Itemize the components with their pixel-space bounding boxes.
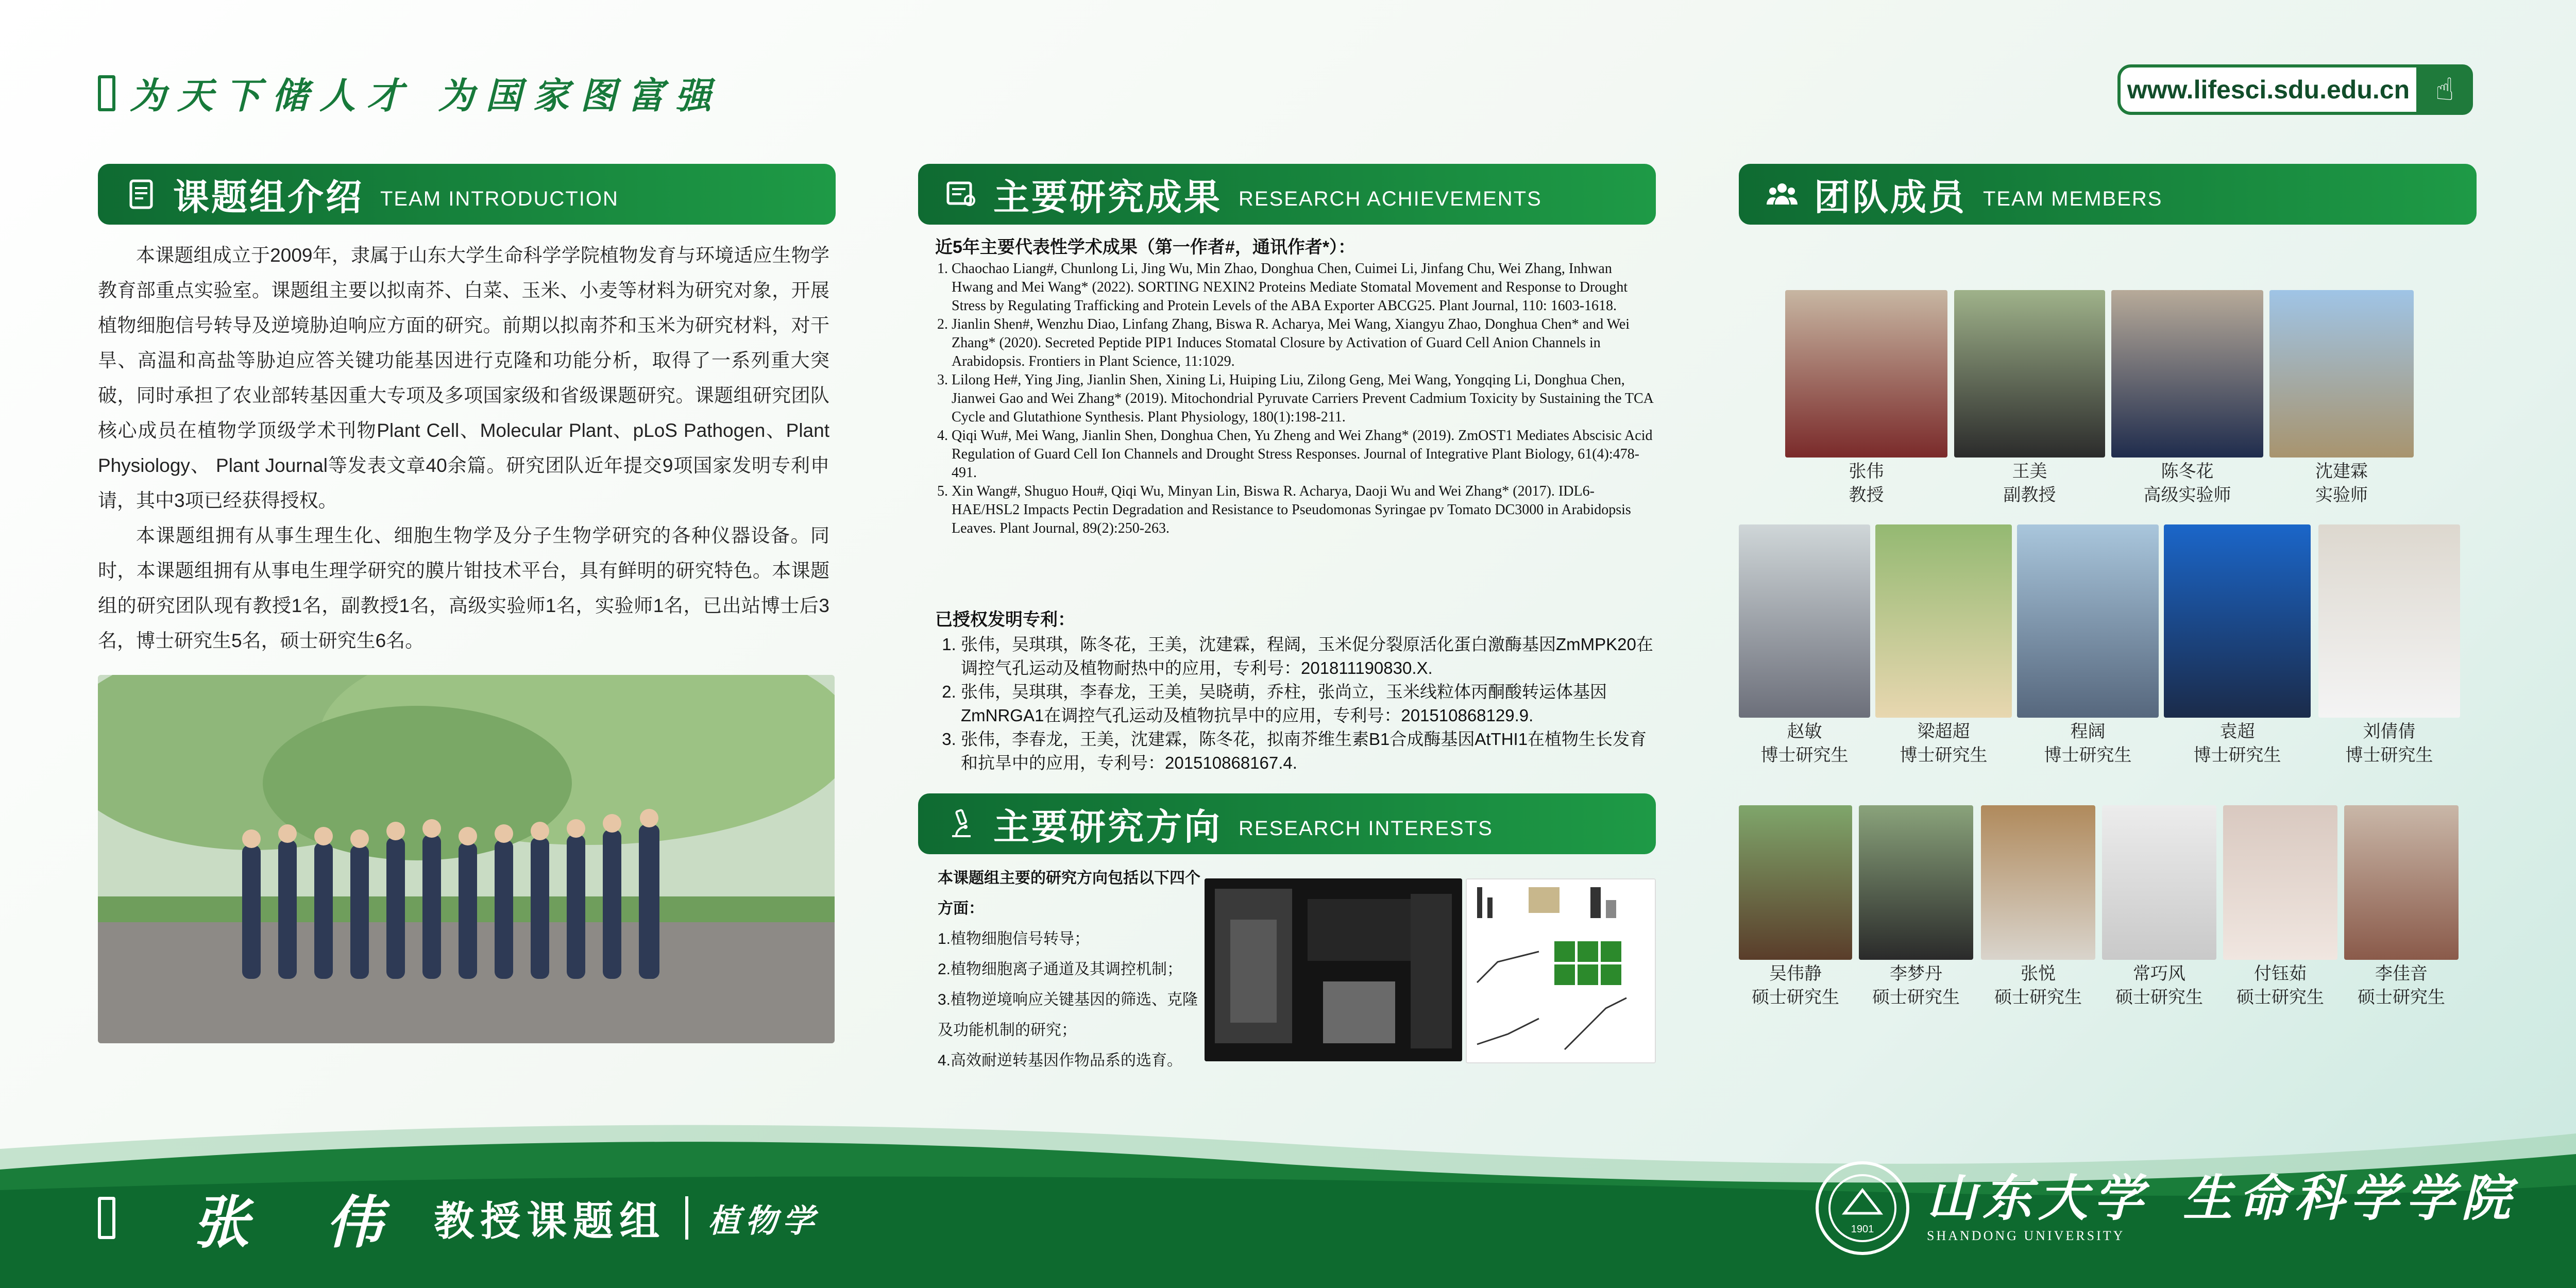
- achievements-section-header: [918, 164, 1656, 225]
- certificate-icon: [945, 178, 978, 211]
- member-name: 吴伟静: [1769, 964, 1822, 984]
- member-role: 博士研究生: [1900, 745, 1988, 765]
- member-name: 程阔: [2070, 722, 2106, 741]
- members-section-header: [1739, 164, 2477, 225]
- interest-item: 3.植物逆境响应关键基因的筛选、克隆及功能机制的研究；: [938, 991, 1198, 1039]
- intro-title-en: TEAM INTRODUCTION: [380, 187, 619, 210]
- member-role: 高级实验师: [2143, 485, 2231, 505]
- member-photo: [1739, 805, 1852, 960]
- member-card: [2102, 805, 2216, 1009]
- member-card: [1875, 524, 2012, 767]
- microscope-icon: [945, 807, 978, 840]
- interests-list: [938, 863, 1206, 1076]
- achievements-title-en: RESEARCH ACHIEVEMENTS: [1239, 187, 1542, 210]
- college-name-zh: 生命科学学院: [2183, 1169, 2517, 1227]
- member-photo: [2017, 524, 2159, 718]
- interest-item: 4.高效耐逆转基因作物品系的选育。: [938, 1052, 1183, 1069]
- department-label: 植物学: [708, 1201, 820, 1240]
- footer-mark-icon: [98, 1197, 115, 1239]
- intro-text: [98, 238, 829, 658]
- member-name: 张悦: [2021, 964, 2056, 984]
- member-name: 赵敏: [1787, 722, 1822, 741]
- pointer-hand-icon: ☝: [2416, 64, 2473, 115]
- patent-item: 3. 张伟，李春龙，王美，沈建霖，陈冬花，拟南芥维生素B1合成酶基因AtTHI1在植物生长发育和抗旱中的应用，专利号：201510868167.4.: [961, 727, 1656, 775]
- member-role: 硕士研究生: [2115, 988, 2203, 1007]
- member-role: 博士研究生: [2193, 745, 2281, 765]
- patents-block: [935, 608, 1656, 775]
- member-role: 博士研究生: [2044, 745, 2132, 765]
- intro-title: 课题组介绍: [173, 177, 364, 217]
- member-name: 梁超超: [1917, 722, 1970, 741]
- slogan-mark-icon: [98, 75, 115, 111]
- publication-item: 3. Lilong He#, Ying Jing, Jianlin Shen, Xining Li, Huiping Liu, Zilong Geng, Mei Wang, Yongqing Li, Donghua Chen, Jianwei Gao and Wei Zhang* (2019). Mitochondrial Pyruvate Carriers Prevent Cadmium Toxicity by Sustaining the TCA Cycle and Glutathione Synthesis. Plant Physiology, 180(1):198-211.: [952, 371, 1656, 427]
- member-name: 陈冬花: [2161, 462, 2214, 481]
- university-name-zh: 山东大学: [1927, 1169, 2149, 1227]
- interests-title: 主要研究方向: [993, 806, 1222, 847]
- website-url[interactable]: www.lifesci.sdu.edu.cn: [2127, 75, 2410, 104]
- member-name: 沈建霖: [2315, 462, 2368, 481]
- intro-paragraph-1: 本课题组成立于2009年，隶属于山东大学生命科学学院植物发育与环境适应生物学教育部重点实验室。课题组主要以拟南芥、白菜、玉米、小麦等材料为研究对象，开展植物细胞信号转导及逆境胁迫响应方面的研究。前期以拟南芥和玉米为研究材料，对干旱、高温和高盐等胁迫应答关键功能基因进行克隆和功能分析，取得了一系列重大突破，同时承担了农业部转基因重大专项及多项国家级和省级课题研究。课题组研究团队核心成员在植物学顶级学术刊物Plant Cell、Molecular Plant、pLoS Pathogen、Plant Physiology、 Plant Journal等发表文章40余篇。研究团队近年提交9项国家发明专利申请，其中3项已经获得授权。: [98, 245, 829, 511]
- team-group-photo: [98, 675, 835, 1043]
- university-logo-block: [1814, 1159, 2517, 1257]
- member-role: 实验师: [2315, 485, 2368, 505]
- group-label: 教授课题组: [434, 1198, 666, 1244]
- member-card: [2017, 524, 2159, 767]
- members-title: 团队成员: [1814, 177, 1967, 217]
- member-photo: [1954, 290, 2105, 457]
- member-photo: [2344, 805, 2459, 960]
- publication-item: 5. Xin Wang#, Shuguo Hou#, Qiqi Wu, Minyan Lin, Biswa R. Acharya, Daoji Wu and Wei Zhang* (2017). IDL6-HAE/HSL2 Impacts Pectin Degradation and Resistance to Pseudomonas Syringae pv Tomato DC3000 in Arabidopsis Leaves. Plant Journal, 89(2):250-263.: [952, 482, 1656, 538]
- member-photo: [2164, 524, 2311, 718]
- member-card: [1954, 290, 2105, 507]
- publication-item: 2. Jianlin Shen#, Wenzhu Diao, Linfang Zhang, Biswa R. Acharya, Mei Wang, Xiangyu Zhao, Donghua Chen* and Wei Zhang* (2020). Secreted Peptide PIP1 Induces Stomatal Closure by Activation of Guard Cell Anion Channels in Arabidopsis. Frontiers in Plant Science, 11:1029.: [952, 315, 1656, 371]
- publication-item: 1. Chaochao Liang#, Chunlong Li, Jing Wu, Min Zhao, Donghua Chen, Cuimei Li, Jinfang Chu, Wei Zhang, Inhwan Hwang and Mei Wang* (2022). SORTING NEXIN2 Proteins Mediate Stomatal Movement and Response to Drought Stress by Regulating Trafficking and Protein Levels of the ABA Exporter ABCG25. Plant Journal, 110: 1603-1618.: [952, 260, 1656, 315]
- member-name: 张伟: [1849, 462, 1884, 481]
- member-name: 李梦丹: [1890, 964, 1942, 984]
- member-name: 王美: [2012, 462, 2047, 481]
- member-role: 硕士研究生: [1994, 988, 2082, 1007]
- member-card: [1785, 290, 1947, 507]
- header-slogan: [98, 67, 722, 119]
- slogan-text: 为天下储人才 为国家图富强: [130, 74, 723, 117]
- member-role: 硕士研究生: [2236, 988, 2324, 1007]
- member-photo: [2318, 524, 2460, 718]
- footer-group-name: [98, 1177, 819, 1259]
- member-role: 硕士研究生: [1752, 988, 1839, 1007]
- team-people-icon: [1766, 178, 1799, 211]
- interests-intro: 本课题组主要的研究方向包括以下四个方面：: [938, 870, 1200, 917]
- member-role: 硕士研究生: [2358, 988, 2445, 1007]
- member-photo: [1785, 290, 1947, 457]
- patent-item: 2. 张伟，吴琪琪，李春龙，王美，吴晓萌，乔柱，张尚立，玉米线粒体丙酮酸转运体基因ZmNRGA1在调控气孔运动及植物抗旱中的应用，专利号：201510868129.9.: [961, 680, 1656, 727]
- member-card: [2318, 524, 2460, 767]
- member-photo: [1981, 805, 2095, 960]
- pi-name: 张 伟: [193, 1189, 411, 1256]
- member-photo: [2102, 805, 2216, 960]
- member-photo: [1739, 524, 1870, 718]
- member-card: [2269, 290, 2414, 507]
- university-name-en: SHANDONG UNIVERSITY: [1927, 1228, 2125, 1243]
- publications-list: [935, 260, 1656, 538]
- group-photo-image: [98, 675, 835, 1043]
- member-name: 常巧风: [2133, 964, 2185, 984]
- member-card: [2223, 805, 2337, 1009]
- research-figure: [1466, 878, 1656, 1063]
- member-role: 副教授: [2003, 485, 2056, 505]
- member-photo: [2111, 290, 2263, 457]
- member-name: 袁超: [2219, 722, 2255, 741]
- document-icon: [125, 178, 158, 211]
- member-name: 刘倩倩: [2363, 722, 2416, 741]
- member-card: [1981, 805, 2095, 1009]
- member-card: [2111, 290, 2263, 507]
- patents-list: [935, 633, 1656, 775]
- members-title-en: TEAM MEMBERS: [1983, 187, 2163, 210]
- divider: [685, 1196, 688, 1240]
- member-card: [1859, 805, 1973, 1009]
- publication-item: 4. Qiqi Wu#, Mei Wang, Jianlin Shen, Donghua Chen, Yu Zheng and Wei Zhang* (2019). ZmOST1 Mediates Abscisic Acid Regulation of Guard Cell Ion Channels and Drought Stress Responses. Journal of Integrative Plant Biology, 61(4):478-491.: [952, 427, 1656, 482]
- member-photo: [1859, 805, 1973, 960]
- publications-block: [935, 238, 1656, 538]
- interest-item: 1.植物细胞信号转导；: [938, 930, 1090, 947]
- member-name: 付钰茹: [2254, 964, 2307, 984]
- patent-item: 1. 张伟，吴琪琪，陈冬花，王美，沈建霖，程阔，玉米促分裂原活化蛋白激酶基因ZmMPK20在调控气孔运动及植物耐热中的应用，专利号：201811190830.X.: [961, 633, 1656, 680]
- interest-item: 2.植物细胞离子通道及其调控机制；: [938, 961, 1183, 978]
- member-card: [1739, 524, 1870, 767]
- member-photo: [2269, 290, 2414, 457]
- achievements-title: 主要研究成果: [993, 177, 1222, 217]
- member-card: [1739, 805, 1852, 1009]
- member-role: 教授: [1849, 485, 1884, 505]
- website-link[interactable]: [2117, 64, 2473, 115]
- member-role: 硕士研究生: [1872, 988, 1960, 1007]
- intro-section-header: [98, 164, 836, 225]
- patch-clamp-rig-image: [1205, 878, 1462, 1061]
- lab-equipment-photo: [1205, 878, 1462, 1061]
- member-role: 博士研究生: [2345, 745, 2433, 765]
- data-figure-image: [1467, 879, 1655, 1062]
- patents-heading: 已授权发明专利：: [935, 610, 1075, 630]
- interests-title-en: RESEARCH INTERESTS: [1239, 817, 1493, 840]
- university-seal-icon: [1814, 1159, 1911, 1257]
- member-card: [2344, 805, 2459, 1009]
- seal-year: 1901: [1851, 1224, 1874, 1235]
- member-name: 李佳音: [2375, 964, 2428, 984]
- intro-paragraph-2: 本课题组拥有从事生理生化、细胞生物学及分子生物学研究的各种仪器设备。同时，本课题组拥有从事电生理学研究的膜片钳技术平台，具有鲜明的研究特色。本课题组的研究团队现有教授1名，副教授1名，高级实验师1名，实验师1名，已出站博士后3名，博士研究生5名，硕士研究生6名。: [98, 525, 829, 651]
- member-role: 博士研究生: [1760, 745, 1849, 765]
- member-card: [2164, 524, 2311, 767]
- publications-heading: 近5年主要代表性学术成果（第一作者#，通讯作者*）：: [935, 238, 1356, 257]
- university-name: [1927, 1169, 2517, 1244]
- interests-section-header: [918, 793, 1656, 854]
- member-photo: [1875, 524, 2012, 718]
- member-photo: [2223, 805, 2337, 960]
